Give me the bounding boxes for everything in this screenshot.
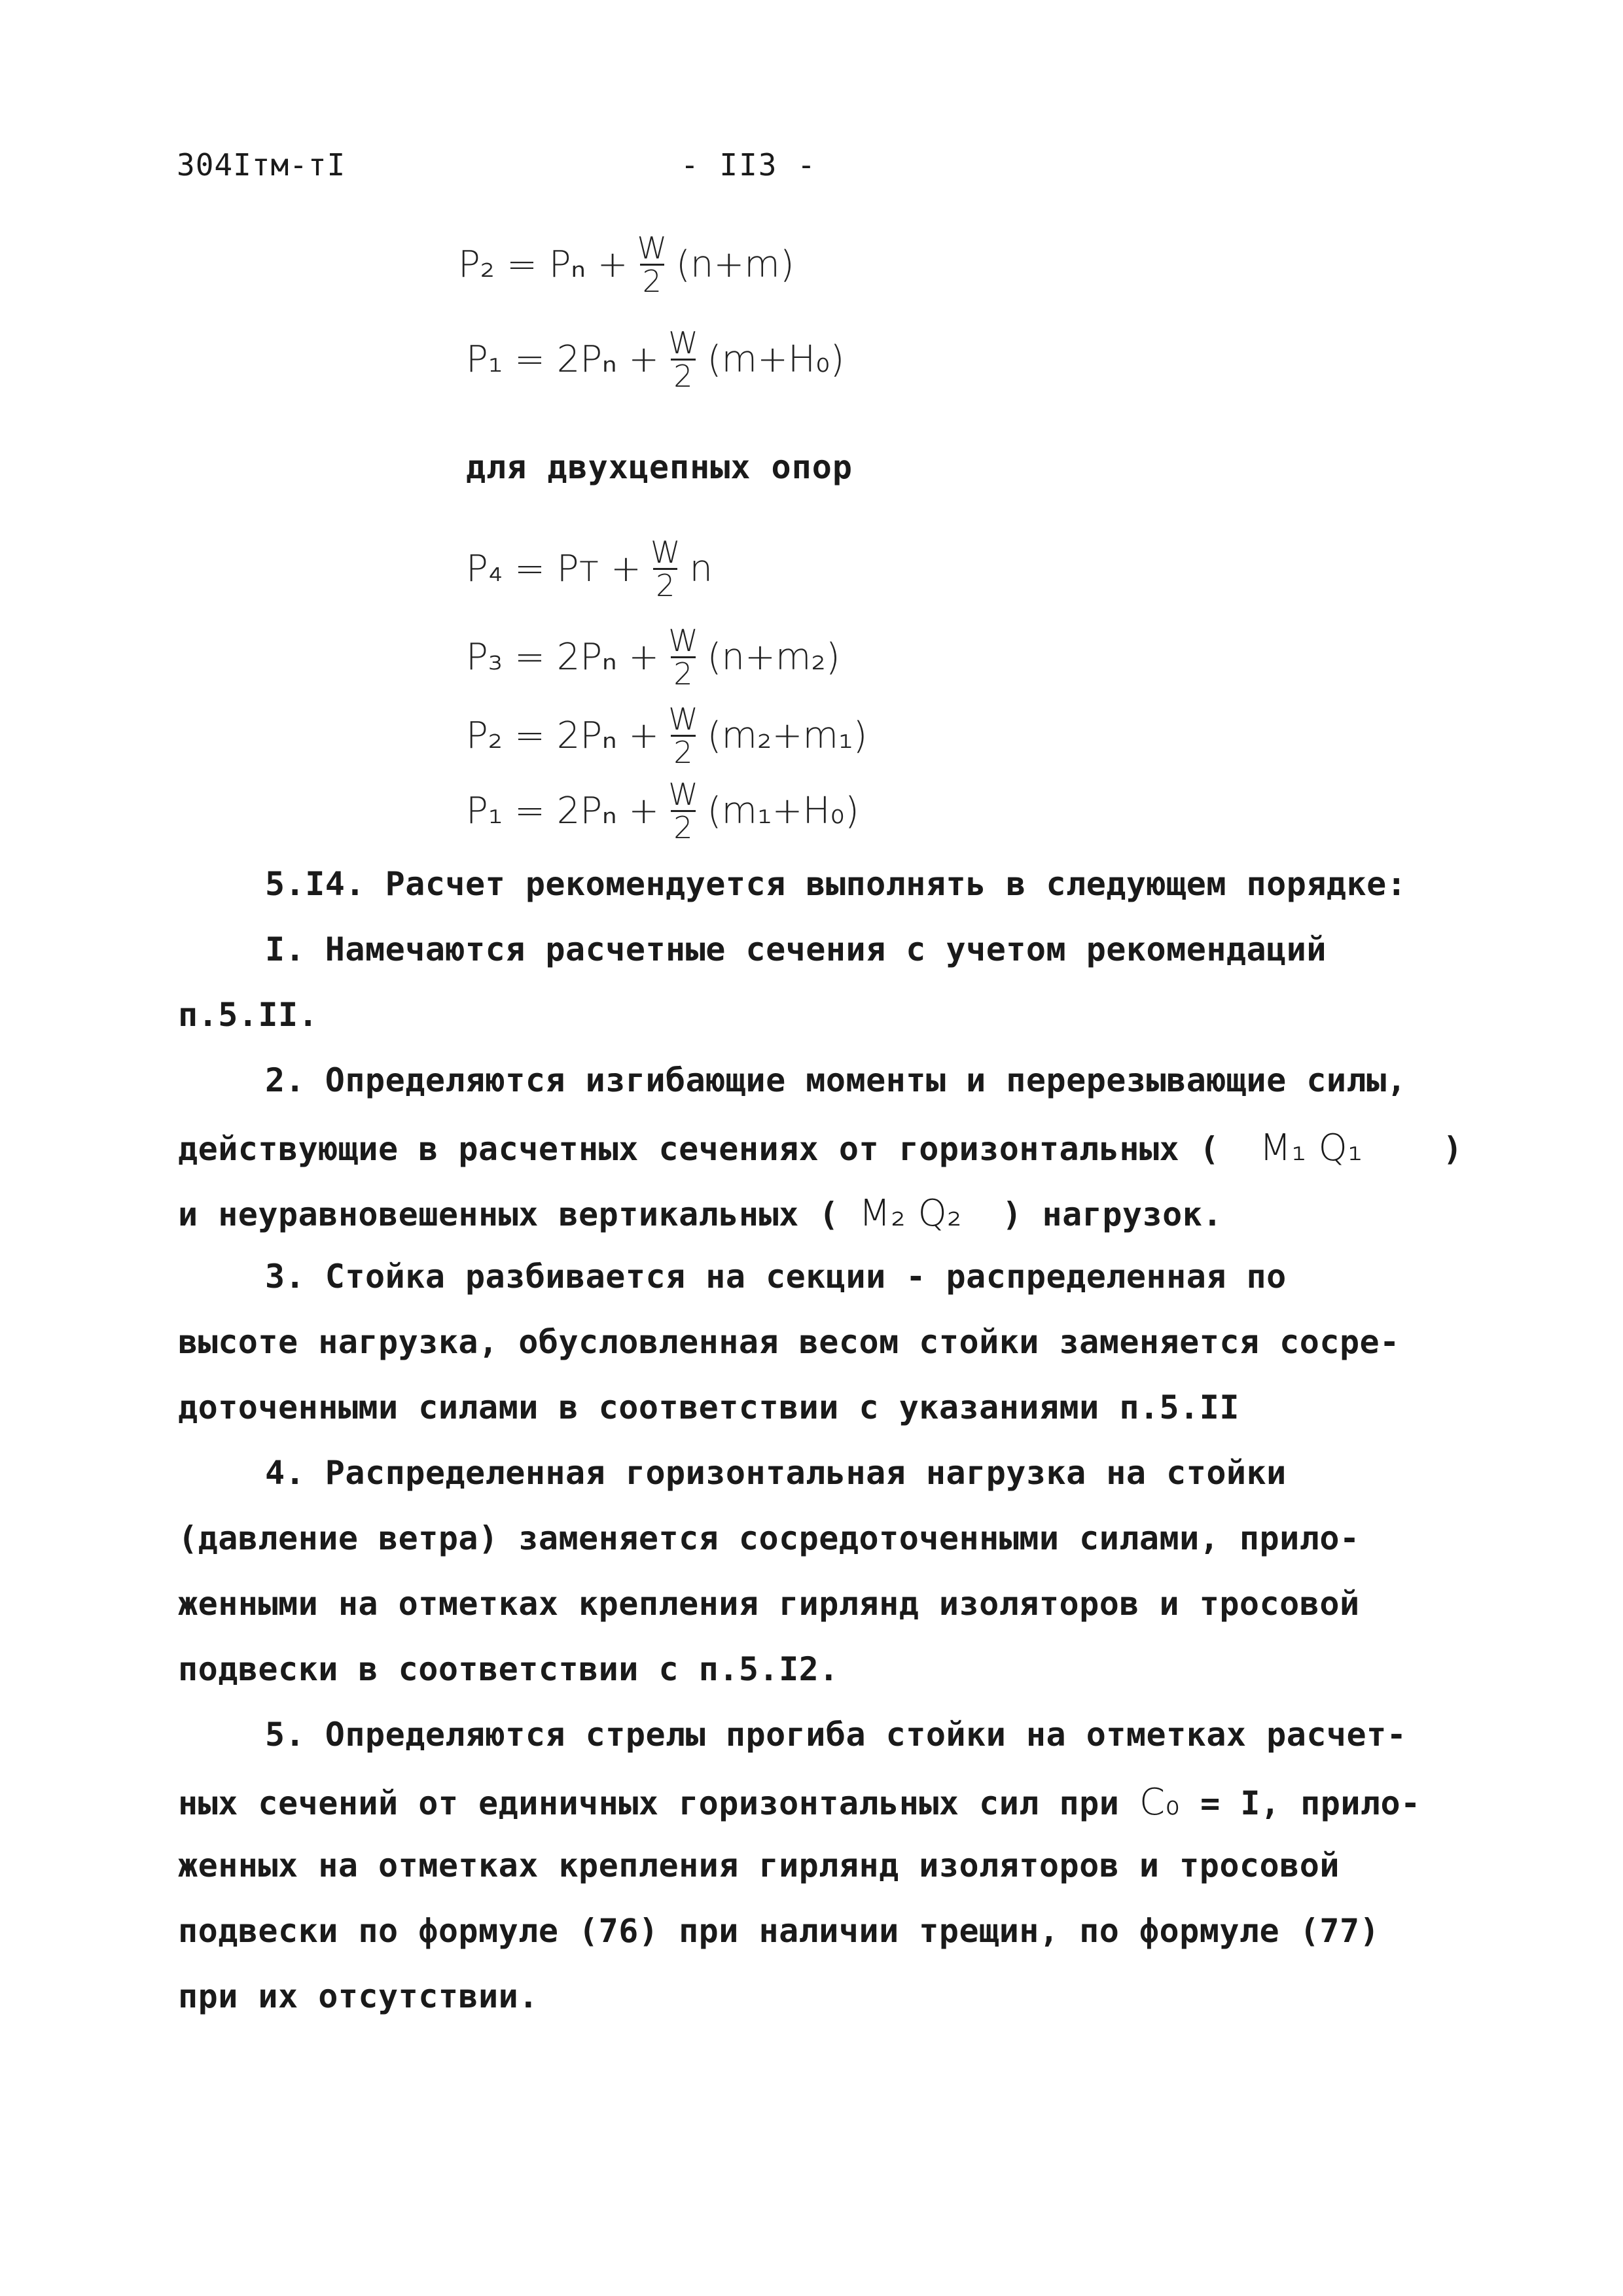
symbol-c0: C₀ <box>1139 1781 1181 1824</box>
list-item-4-line2: (давление ветра) заменяется сосредоточенными силами, прило- <box>178 1519 1360 1557</box>
document-code: 304Iтм-тI <box>177 147 346 183</box>
list-item-1-cont: п.5.II. <box>178 996 319 1034</box>
symbol-m1-q1: M₁ Q₁ <box>1259 1127 1363 1169</box>
formula-lhs: P₁ = 2Pₙ + <box>466 338 660 381</box>
list-item-4-line4: подвески в соответствии с п.5.I2. <box>178 1650 839 1688</box>
list-item-3-line3: доточенными силами в соответствии с указаниями п.5.II <box>178 1388 1240 1426</box>
formula-p3-double <box>466 625 840 690</box>
text-span: ных сечений от единичных горизонтальных сил при <box>178 1784 1120 1822</box>
list-item-1: I. Намечаются расчетные сечения с учетом рекомендаций <box>265 930 1327 968</box>
text-span: ) нагрузок. <box>1002 1195 1222 1233</box>
text-span: и неуравновешенных вертикальных ( <box>178 1195 839 1233</box>
list-item-4-line3: женными на отметках крепления гирлянд изоляторов и тросовой <box>178 1585 1360 1623</box>
list-item-4: 4. Распределенная горизонтальная нагрузка на стойки <box>265 1454 1287 1492</box>
paragraph-5-14: 5.I4. Расчет рекомендуется выполнять в следующем порядке: <box>265 865 1407 903</box>
fraction <box>666 703 700 769</box>
list-item-2-line2 <box>178 1127 1463 1169</box>
formula-p1-single <box>466 327 844 393</box>
list-item-5-line4: подвески по формуле (76) при наличии трещин, по формуле (77) <box>178 1912 1380 1950</box>
fraction-numerator: W <box>668 777 698 812</box>
symbol-m2-q2: M₂ Q₂ <box>859 1192 963 1235</box>
list-item-3: 3. Стойка разбивается на секции - распределенная по <box>265 1258 1287 1296</box>
formula-lhs: P₃ = 2Pₙ + <box>466 636 660 679</box>
formula-p1-double <box>466 779 859 844</box>
list-item-2: 2. Определяются изгибающие моменты и перерезывающие силы, <box>265 1061 1407 1099</box>
fraction-numerator: W <box>637 230 668 266</box>
fraction <box>666 625 700 690</box>
list-item-5-line5: при их отсутствии. <box>178 1977 539 2015</box>
formula-rest: (n+m) <box>676 243 794 287</box>
fraction-denominator: 2 <box>671 810 695 843</box>
formula-p2-single <box>458 232 794 298</box>
list-item-5-line2 <box>178 1781 1421 1824</box>
formula-rest: (m+H₀) <box>707 338 845 381</box>
text-span: = I, прило- <box>1200 1784 1421 1822</box>
formula-rest: (n+m₂) <box>707 636 840 679</box>
fraction-denominator: 2 <box>671 656 695 690</box>
fraction <box>648 537 683 602</box>
fraction-denominator: 2 <box>671 735 695 768</box>
fraction-numerator: W <box>668 325 698 361</box>
formula-rest: (m₁+H₀) <box>707 790 859 833</box>
page-number: - II3 - <box>681 147 817 183</box>
fraction-denominator: 2 <box>640 264 664 297</box>
fraction-numerator: W <box>650 535 681 570</box>
formula-lhs: P₂ = 2Pₙ + <box>466 715 660 758</box>
formula-rest: n <box>689 548 713 591</box>
formula-lhs: P₂ = Pₙ + <box>458 243 628 287</box>
list-item-5-line3: женных на отметках крепления гирлянд изоляторов и тросовой <box>178 1846 1340 1884</box>
fraction <box>666 327 700 393</box>
text-span: ) <box>1442 1130 1463 1168</box>
list-item-2-line3 <box>178 1192 1222 1235</box>
list-item-5: 5. Определяются стрелы прогиба стойки на отметках расчет- <box>265 1716 1407 1754</box>
formula-lhs: P₁ = 2Pₙ + <box>466 790 660 833</box>
text-span: действующие в расчетных сечениях от горизонтальных ( <box>178 1130 1220 1168</box>
formula-lhs: P₄ = Pт + <box>466 548 641 591</box>
formula-p2-double <box>466 703 867 769</box>
fraction-denominator: 2 <box>671 359 695 392</box>
formula-p4-double <box>466 537 713 602</box>
subheading-double-circuit: для двухцепных опор <box>466 448 853 486</box>
formula-rest: (m₂+m₁) <box>707 715 868 758</box>
fraction <box>635 232 669 298</box>
list-item-3-line2: высоте нагрузка, обусловленная весом стойки заменяется сосре- <box>178 1323 1400 1361</box>
fraction-numerator: W <box>668 623 698 658</box>
fraction <box>666 779 700 844</box>
fraction-numerator: W <box>668 701 698 737</box>
fraction-denominator: 2 <box>653 568 677 601</box>
